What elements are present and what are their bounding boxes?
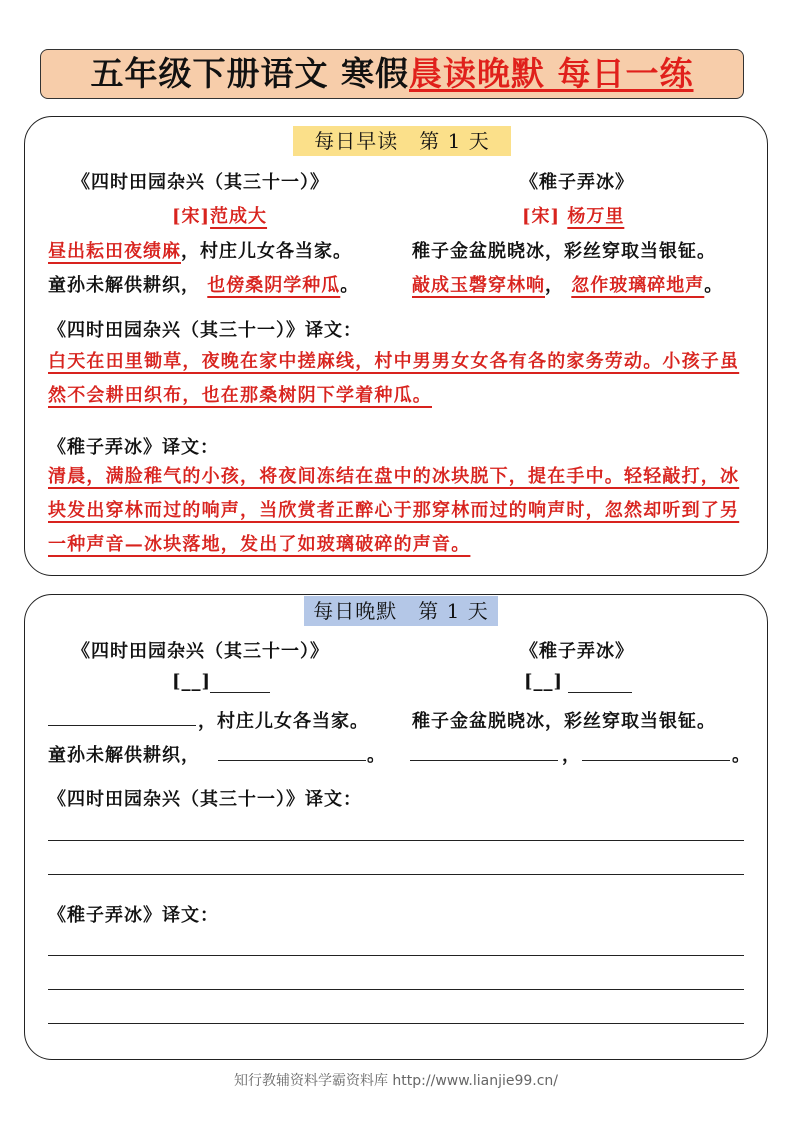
trans2-line-1[interactable]	[48, 955, 744, 956]
author-blank-1[interactable]	[210, 692, 270, 693]
poem1-title: 《四时田园杂兴（其三十一）》	[72, 172, 329, 193]
evening-poem1-line2-start: 童孙未解供耕织，	[48, 745, 200, 766]
trans2-text: 清晨，满脸稚气的小孩，将夜间冻结在盘中的冰块脱下，提在手中。轻轻敲打，冰块发出穿林而过的响声，当欣赏者正醉心于那穿林而过的响声时，忽然却听到了另一种声音—冰块落地，发出了如玻璃破碎的声音。	[48, 466, 740, 555]
trans1-text: 白天在田里锄草，夜晚在家中搓麻线，村中男男女女各有各的家务劳动。小孩子虽然不会耕田织布，也在那桑树阴下学着种瓜。	[48, 351, 740, 406]
poem1-line2-answer: 也傍桑阴学种瓜	[207, 275, 341, 296]
title-black: 五年级下册语文 寒假	[90, 54, 409, 93]
evening-trans1-label: 《四时田园杂兴（其三十一）》译文：	[48, 789, 362, 810]
evening-poem1-title: 《四时田园杂兴（其三十一）》	[72, 641, 329, 662]
dynasty-bracket-2: [__]	[524, 671, 564, 692]
poem2-title: 《稚子弄冰》	[520, 172, 634, 193]
footer-text: 知行教辅资料学霸资料库 http://www.lianjie99.cn/	[233, 1073, 559, 1089]
poem2-line2-answer-b: 忽作玻璃碎地声	[571, 275, 705, 296]
evening-poem2-line1: 稚子金盆脱晓冰，彩丝穿取当银钲。	[412, 711, 716, 732]
period-1: 。	[367, 745, 386, 766]
page-title	[40, 49, 744, 99]
evening-poem2-author-blank	[524, 671, 563, 692]
poem2-dynasty: [宋]	[522, 206, 561, 227]
poem2-line2-end: 。	[704, 275, 724, 296]
answer-blank-2[interactable]	[218, 760, 366, 761]
evening-dictation-panel	[24, 594, 768, 1060]
evening-trans2-label: 《稚子弄冰》译文：	[48, 905, 219, 926]
evening-poem1-line1-rest: ，村庄儿女各当家。	[198, 711, 369, 732]
evening-poem1-author-blank	[172, 671, 211, 692]
poem2-author: 杨万里	[567, 206, 625, 227]
trans1-line-2[interactable]	[48, 874, 744, 875]
poem2-line1: 稚子金盆脱晓冰，彩丝穿取当银钲。	[412, 241, 716, 262]
period-2: 。	[732, 745, 751, 766]
poem1-line1	[48, 237, 352, 263]
poem1-line1-answer: 昼出耘田夜绩麻	[48, 241, 181, 262]
poem1-author: 范成大	[210, 206, 268, 227]
trans2-line-2[interactable]	[48, 989, 744, 990]
poem2-line2-answer-a: 敲成玉磬穿林响	[412, 275, 545, 296]
answer-blank-4[interactable]	[582, 760, 730, 761]
evening-poem2-title: 《稚子弄冰》	[520, 641, 634, 662]
evening-heading: 每日晚默 第 1 天	[304, 596, 498, 626]
comma-1: ，	[562, 745, 581, 766]
answer-blank-3[interactable]	[410, 760, 558, 761]
author-blank-2[interactable]	[568, 692, 632, 693]
trans2-label: 《稚子弄冰》译文：	[48, 437, 219, 458]
poem2-author-line	[522, 202, 624, 228]
poem1-author-line	[172, 202, 267, 228]
poem2-line2	[412, 271, 723, 297]
trans2-line-3[interactable]	[48, 1023, 744, 1024]
poem1-line1-rest: ，村庄儿女各当家。	[181, 241, 352, 262]
answer-blank-1[interactable]	[48, 725, 196, 726]
poem2-line2-sep: ，	[545, 275, 564, 296]
trans1-line-1[interactable]	[48, 840, 744, 841]
poem1-line2	[48, 271, 359, 297]
poem1-line2-end: 。	[340, 275, 360, 296]
poem1-line2-start: 童孙未解供耕织，	[48, 275, 200, 296]
dynasty-bracket: [__]	[172, 671, 212, 692]
morning-heading: 每日早读 第 1 天	[293, 126, 511, 156]
title-red: 晨读晚默 每日一练	[409, 54, 694, 93]
poem1-dynasty: [宋]	[172, 206, 211, 227]
trans1-label: 《四时田园杂兴（其三十一）》译文：	[48, 320, 362, 341]
